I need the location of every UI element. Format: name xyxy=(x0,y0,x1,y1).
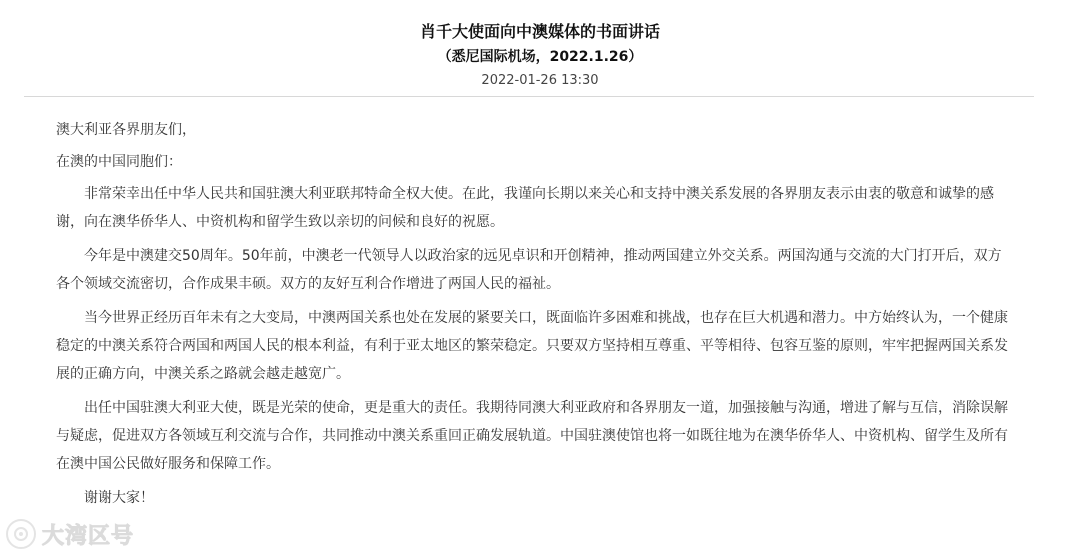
publish-datetime: 2022-01-26 13:30 xyxy=(481,73,599,88)
watermark-text: 大湾区号 xyxy=(42,523,135,549)
article-body xyxy=(56,116,1014,512)
article-paragraph: 非常荣幸出任中华人民共和国驻澳大利亚联邦特命全权大使。在此，我谨向长期以来关心和支持中澳关系发展的各界朋友表示由衷的敬意和诚挚的感谢，向在澳华侨华人、中资机构和留学生致以亲切的问候和良好的祝愿。 xyxy=(56,186,994,230)
article-paragraph: 当今世界正经历百年未有之大变局，中澳两国关系也处在发展的紧要关口，既面临许多困难和挑战，也存在巨大机遇和潜力。中方始终认为，一个健康稳定的中澳关系符合两国和两国人民的根本利益，有利于亚太地区的繁荣稳定。只要双方坚持相互尊重、平等相待、包容互鉴的原则，牢牢把握两国关系发展的正确方向，中澳关系之路就会越走越宽广。 xyxy=(56,310,1008,382)
greeting-line: 澳大利亚各界朋友们， xyxy=(56,122,196,138)
watermark xyxy=(4,516,134,552)
page-title: 肖千大使面向中澳媒体的书面讲话 xyxy=(419,22,660,41)
header-divider xyxy=(24,96,1034,97)
article-paragraph: 今年是中澳建交50周年。50年前，中澳老一代领导人以政治家的远见卓识和开创精神，推动两国建立外交关系。两国沟通与交流的大门打开后，双方各个领域交流密切，合作成果丰硕。双方的友好互利合作增进了两国人民的福祉。 xyxy=(56,248,1002,292)
closing-line: 谢谢大家！ xyxy=(84,490,154,506)
article-paragraph: 出任中国驻澳大利亚大使，既是光荣的使命，更是重大的责任。我期待同澳大利亚政府和各界朋友一道，加强接触与沟通，增进了解与互信，消除误解与疑虑，促进双方各领域互利交流与合作，共同推动中澳关系重回正确发展轨道。中国驻澳使馆也将一如既往地为在澳华侨华人、中资机构、留学生及所有在澳中国公民做好服务和保障工作。 xyxy=(56,400,1008,472)
page-subtitle: （悉尼国际机场，2022.1.26） xyxy=(437,49,643,65)
greeting-line: 在澳的中国同胞们： xyxy=(56,154,182,170)
eye-logo-icon xyxy=(4,517,38,551)
